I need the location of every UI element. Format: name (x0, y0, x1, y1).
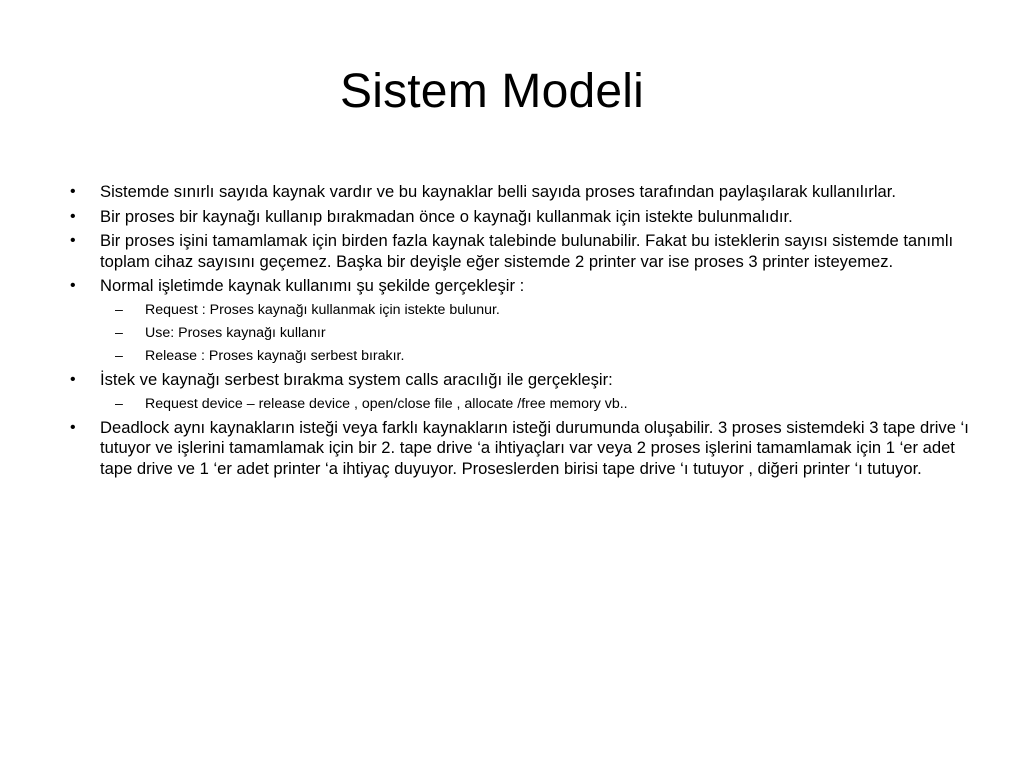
bullet-item (70, 207, 970, 228)
bullet-icon: • (70, 370, 76, 388)
bullet-text: Deadlock aynı kaynakların isteği veya farklı kaynakların isteği durumunda oluşabilir. 3 proses sistemdeki 3 tape drive ‘ı tutuyor ve işlerini tamamlamak için bir 2. tape drive ‘a ihtiyaçları var veya 2 proses işlerini tamamlamak için 1 ‘er adet tape drive ve 1 ‘er adet printer ‘a ihtiyaç duyuyor. Proseslerden birisi tape drive ‘ı tutuyor , diğeri printer ‘ı tutuyor. (100, 417, 969, 478)
dash-icon: – (115, 347, 123, 364)
bullet-icon: • (70, 207, 76, 225)
bullet-icon: • (70, 418, 76, 436)
bullet-text: Sistemde sınırlı sayıda kaynak vardır ve bu kaynaklar belli sayıda proses tarafından paylaşılarak kullanılırlar. (100, 182, 896, 201)
bullet-item (70, 418, 970, 480)
sub-bullet-text: Request : Proses kaynağı kullanmak için istekte bulunur. (145, 301, 500, 318)
bullet-item (70, 370, 970, 391)
bullet-item (70, 231, 970, 272)
sub-bullet-item (115, 347, 970, 366)
sub-bullet-item (115, 324, 970, 343)
bullet-text: Normal işletimde kaynak kullanımı şu şekilde gerçekleşir : (100, 276, 525, 296)
bullet-icon: • (70, 277, 76, 295)
bullet-text: Bir proses bir kaynağı kullanıp bırakmadan önce o kaynağı kullanmak için istekte bulunmalıdır. (100, 206, 793, 226)
sub-bullet-text: Request device – release device , open/close file , allocate /free memory vb.. (145, 395, 628, 412)
bullet-item (70, 182, 970, 203)
bullet-text: Bir proses işini tamamlamak için birden fazla kaynak talebinde bulunabilir. Fakat bu isteklerin sayısı sistemde tanımlı toplam cihaz sayısını geçemez. Başka bir deyişle eğer sistemde 2 printer var ise proses 3 printer isteyemez. (100, 231, 954, 271)
bullet-icon: • (70, 183, 76, 200)
bullet-icon: • (70, 232, 76, 250)
bullet-list (70, 182, 970, 483)
bullet-item (70, 276, 970, 297)
sub-bullet-text: Release : Proses kaynağı serbest bırakır. (145, 347, 405, 364)
dash-icon: – (115, 324, 123, 341)
dash-icon: – (115, 301, 123, 318)
sub-bullet-item (115, 301, 970, 320)
sub-bullet-item (115, 395, 970, 414)
dash-icon: – (115, 395, 123, 412)
sub-bullet-text: Use: Proses kaynağı kullanır (145, 324, 326, 341)
slide-title: Sistem Modeli (339, 65, 645, 118)
bullet-text: İstek ve kaynağı serbest bırakma system calls aracılığı ile gerçekleşir: (100, 369, 613, 389)
